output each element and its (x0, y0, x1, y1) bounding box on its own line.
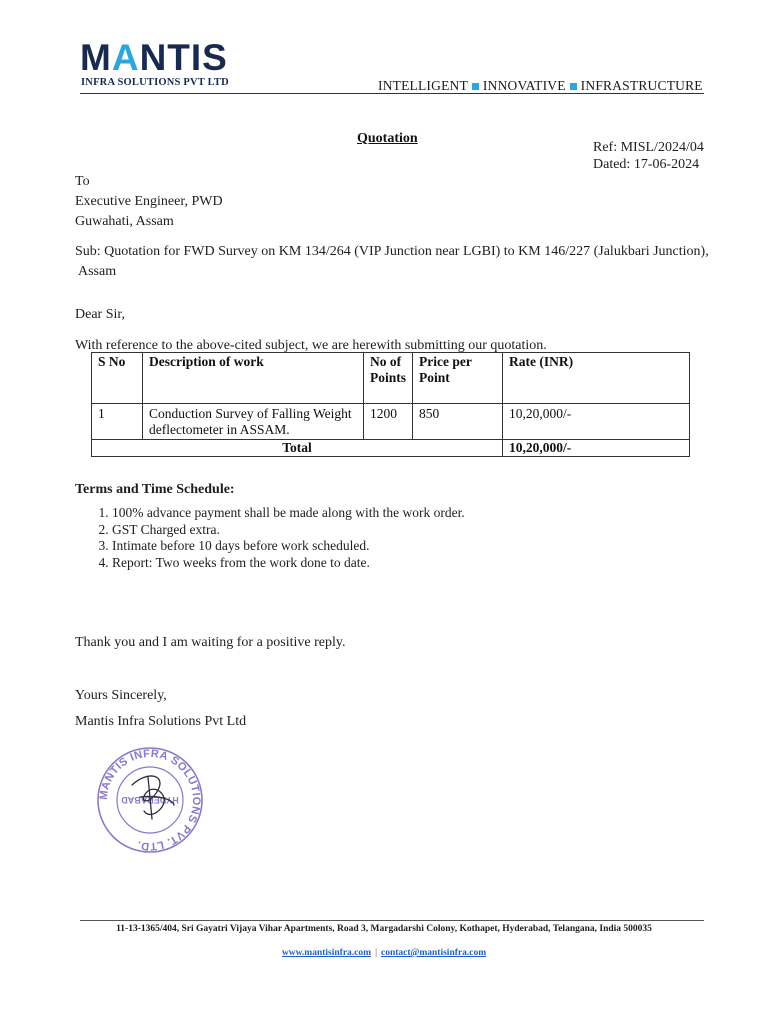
salutation: Dear Sir, (75, 307, 125, 322)
total-value: 10,20,000/- (503, 440, 690, 457)
email-link[interactable]: contact@mantisinfra.com (380, 948, 487, 958)
recipient-location: Guwahati, Assam (75, 214, 174, 229)
document-title: Quotation (357, 131, 418, 146)
logo-subtitle: INFRA SOLUTIONS PVT LTD (81, 77, 229, 88)
list-item: 2. GST Charged extra. (112, 522, 672, 539)
company-tagline: INTELLIGENT INNOVATIVE INFRASTRUCTURE (378, 78, 703, 93)
list-item: 4. Report: Two weeks from the work done to date. (112, 555, 672, 572)
square-bullet-icon (570, 83, 577, 90)
square-bullet-icon (472, 83, 479, 90)
header-rate: Rate (INR) (503, 353, 690, 404)
table-total-row (92, 440, 690, 457)
subject-line (75, 242, 709, 282)
header-price: Price per Point (413, 353, 503, 404)
cell-sno: 1 (92, 404, 143, 440)
recipient-block (75, 172, 223, 232)
header-sno: S No (92, 353, 143, 404)
link-separator: | (375, 948, 377, 958)
cell-points: 1200 (364, 404, 413, 440)
website-link[interactable]: www.mantisinfra.com (281, 948, 372, 958)
table-header-row (92, 353, 690, 404)
footer-divider (80, 920, 704, 921)
document-date: Dated: 17-06-2024 (593, 157, 700, 172)
reference-block (593, 139, 704, 173)
header-divider (80, 93, 704, 94)
seal-center-text: HYDERABAD (121, 795, 179, 805)
list-item: 1. 100% advance payment shall be made along with the work order. (112, 505, 672, 522)
company-logo (80, 38, 250, 90)
footer-address: 11-13-1365/404, Sri Gayatri Vijaya Vihar Apartments, Road 3, Margadarshi Colony, Kothapet, Hyderabad, Telangana, India 500035 (116, 924, 652, 934)
terms-heading: Terms and Time Schedule: (75, 482, 235, 497)
footer-links (0, 948, 768, 958)
regards-line: Yours Sincerely, (75, 688, 167, 703)
company-seal-icon (88, 745, 212, 855)
table-row (92, 404, 690, 440)
terms-list (75, 505, 672, 571)
cell-price: 850 (413, 404, 503, 440)
signatory-company: Mantis Infra Solutions Pvt Ltd (75, 714, 247, 729)
intro-text: With reference to the above-cited subject, we are herewith submitting our quotation. (75, 338, 547, 353)
to-label: To (75, 174, 90, 189)
header-points: No of Points (364, 353, 413, 404)
quotation-table (91, 352, 690, 457)
seal-ring-text: MANTIS INFRA SOLUTIONS PVT. LTD. (97, 747, 203, 853)
logo-wordmark: MANTIS (80, 37, 228, 78)
reference-number: Ref: MISL/2024/04 (593, 140, 704, 155)
total-label: Total (92, 440, 503, 457)
subject-text-2: Assam (78, 264, 117, 279)
thanks-line: Thank you and I am waiting for a positive reply. (75, 635, 346, 650)
cell-rate: 10,20,000/- (503, 404, 690, 440)
logo-accent-letter: A (111, 37, 140, 78)
subject-text-1: Sub: Quotation for FWD Survey on KM 134/264 (VIP Junction near LGBI) to KM 146/227 (Jalukbari Junction), (75, 244, 709, 259)
recipient-title: Executive Engineer, PWD (75, 194, 223, 209)
list-item: 3. Intimate before 10 days before work scheduled. (112, 538, 672, 555)
cell-description: Conduction Survey of Falling Weight deflectometer in ASSAM. (143, 404, 364, 440)
header-description: Description of work (143, 353, 364, 404)
